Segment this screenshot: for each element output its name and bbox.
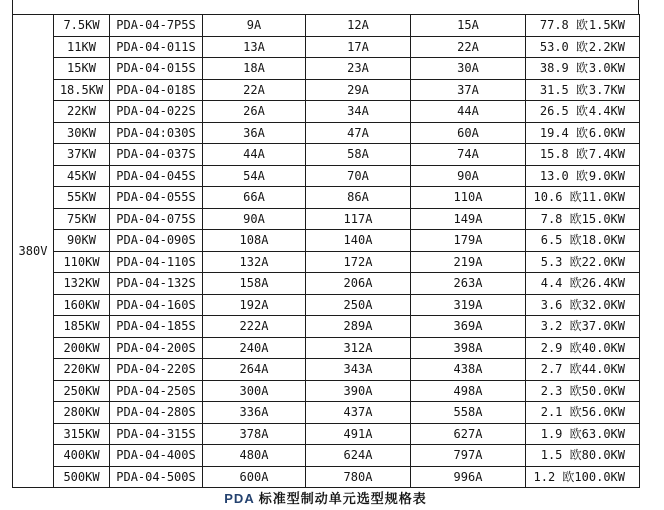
resistance-power-pair bbox=[526, 62, 639, 74]
motor-power-cell: 400KW bbox=[54, 445, 110, 467]
resistance-power-pair bbox=[526, 277, 639, 289]
resistance-power-pair bbox=[526, 320, 639, 332]
table-row bbox=[13, 187, 640, 209]
resistance-power-pair bbox=[526, 256, 639, 268]
motor-power-cell: 22KW bbox=[54, 101, 110, 123]
resistance-power-cell bbox=[526, 165, 640, 187]
resistance-power-cell bbox=[526, 36, 640, 58]
resistance-power-pair bbox=[526, 363, 639, 375]
current1-cell: 90A bbox=[203, 208, 306, 230]
resistance-power-pair bbox=[526, 84, 639, 96]
resistance-value: 3.2 欧 bbox=[540, 319, 582, 334]
table-row bbox=[13, 359, 640, 381]
current1-cell: 132A bbox=[203, 251, 306, 273]
current3-cell: 369A bbox=[411, 316, 526, 338]
resistance-power-cell bbox=[526, 15, 640, 37]
model-cell: PDA-04-018S bbox=[110, 79, 203, 101]
current1-cell: 192A bbox=[203, 294, 306, 316]
current1-cell: 9A bbox=[203, 15, 306, 37]
model-cell: PDA-04-160S bbox=[110, 294, 203, 316]
current3-cell: 149A bbox=[411, 208, 526, 230]
current1-cell: 222A bbox=[203, 316, 306, 338]
resistance-value: 5.3 欧 bbox=[540, 254, 582, 269]
resistance-power-cell bbox=[526, 58, 640, 80]
current1-cell: 26A bbox=[203, 101, 306, 123]
brake-power-value: 11.0KW bbox=[581, 190, 625, 205]
current2-cell: 58A bbox=[306, 144, 411, 166]
brake-power-value: 100.0KW bbox=[574, 469, 625, 484]
current1-cell: 378A bbox=[203, 423, 306, 445]
current1-cell: 336A bbox=[203, 402, 306, 424]
resistance-power-cell bbox=[526, 466, 640, 488]
brake-power-value: 15.0KW bbox=[581, 211, 625, 226]
current2-cell: 70A bbox=[306, 165, 411, 187]
model-cell: PDA-04-500S bbox=[110, 466, 203, 488]
resistance-power-pair bbox=[526, 299, 639, 311]
model-cell: PDA-04-400S bbox=[110, 445, 203, 467]
current1-cell: 600A bbox=[203, 466, 306, 488]
table-row bbox=[13, 79, 640, 101]
current3-cell: 90A bbox=[411, 165, 526, 187]
table-row bbox=[13, 251, 640, 273]
brake-power-value: 26.4KW bbox=[581, 276, 625, 291]
current3-cell: 110A bbox=[411, 187, 526, 209]
current2-cell: 47A bbox=[306, 122, 411, 144]
model-cell: PDA-04-110S bbox=[110, 251, 203, 273]
current1-cell: 13A bbox=[203, 36, 306, 58]
model-cell: PDA-04-075S bbox=[110, 208, 203, 230]
table-row bbox=[13, 122, 640, 144]
resistance-power-cell bbox=[526, 208, 640, 230]
current2-cell: 206A bbox=[306, 273, 411, 295]
current1-cell: 108A bbox=[203, 230, 306, 252]
current1-cell: 264A bbox=[203, 359, 306, 381]
table-row bbox=[13, 337, 640, 359]
current1-cell: 480A bbox=[203, 445, 306, 467]
current2-cell: 12A bbox=[306, 15, 411, 37]
brake-power-value: 3.0KW bbox=[588, 61, 625, 76]
current2-cell: 437A bbox=[306, 402, 411, 424]
resistance-power-pair bbox=[526, 213, 639, 225]
current3-cell: 398A bbox=[411, 337, 526, 359]
current3-cell: 74A bbox=[411, 144, 526, 166]
model-cell: PDA-04-015S bbox=[110, 58, 203, 80]
current3-cell: 44A bbox=[411, 101, 526, 123]
current2-cell: 23A bbox=[306, 58, 411, 80]
model-cell: PDA-04-037S bbox=[110, 144, 203, 166]
current1-cell: 300A bbox=[203, 380, 306, 402]
brake-power-value: 44.0KW bbox=[581, 362, 625, 377]
resistance-power-cell bbox=[526, 230, 640, 252]
current1-cell: 54A bbox=[203, 165, 306, 187]
brake-power-value: 6.0KW bbox=[588, 125, 625, 140]
resistance-value: 3.6 欧 bbox=[540, 297, 582, 312]
current3-cell: 263A bbox=[411, 273, 526, 295]
motor-power-cell: 90KW bbox=[54, 230, 110, 252]
resistance-power-pair bbox=[526, 406, 639, 418]
resistance-power-cell bbox=[526, 402, 640, 424]
current2-cell: 312A bbox=[306, 337, 411, 359]
resistance-value: 15.8 欧 bbox=[539, 147, 588, 162]
table-row bbox=[13, 230, 640, 252]
resistance-value: 26.5 欧 bbox=[539, 104, 588, 119]
resistance-value: 77.8 欧 bbox=[539, 18, 588, 33]
current1-cell: 240A bbox=[203, 337, 306, 359]
motor-power-cell: 37KW bbox=[54, 144, 110, 166]
current2-cell: 34A bbox=[306, 101, 411, 123]
current2-cell: 343A bbox=[306, 359, 411, 381]
resistance-power-pair bbox=[526, 234, 639, 246]
resistance-power-pair bbox=[526, 471, 639, 483]
table-row bbox=[13, 402, 640, 424]
resistance-value: 13.0 欧 bbox=[539, 168, 588, 183]
model-cell: PDA-04-011S bbox=[110, 36, 203, 58]
resistance-value: 6.5 欧 bbox=[540, 233, 582, 248]
model-cell: PDA-04-7P5S bbox=[110, 15, 203, 37]
resistance-value: 2.9 欧 bbox=[540, 340, 582, 355]
resistance-power-cell bbox=[526, 380, 640, 402]
resistance-value: 2.7 欧 bbox=[540, 362, 582, 377]
motor-power-cell: 11KW bbox=[54, 36, 110, 58]
current3-cell: 22A bbox=[411, 36, 526, 58]
current2-cell: 117A bbox=[306, 208, 411, 230]
current3-cell: 558A bbox=[411, 402, 526, 424]
motor-power-cell: 250KW bbox=[54, 380, 110, 402]
motor-power-cell: 18.5KW bbox=[54, 79, 110, 101]
current3-cell: 15A bbox=[411, 15, 526, 37]
current2-cell: 140A bbox=[306, 230, 411, 252]
brake-power-value: 3.7KW bbox=[588, 82, 625, 97]
brake-power-value: 50.0KW bbox=[581, 383, 625, 398]
resistance-power-pair bbox=[526, 148, 639, 160]
motor-power-cell: 132KW bbox=[54, 273, 110, 295]
model-cell: PDA-04-280S bbox=[110, 402, 203, 424]
current3-cell: 60A bbox=[411, 122, 526, 144]
resistance-power-pair bbox=[526, 170, 639, 182]
brake-power-value: 9.0KW bbox=[588, 168, 625, 183]
current3-cell: 438A bbox=[411, 359, 526, 381]
brake-power-value: 56.0KW bbox=[581, 405, 625, 420]
table-row bbox=[13, 144, 640, 166]
motor-power-cell: 55KW bbox=[54, 187, 110, 209]
table-row bbox=[13, 15, 640, 37]
current3-cell: 797A bbox=[411, 445, 526, 467]
resistance-power-pair bbox=[526, 105, 639, 117]
resistance-power-cell bbox=[526, 144, 640, 166]
current1-cell: 36A bbox=[203, 122, 306, 144]
brake-power-value: 80.0KW bbox=[581, 448, 625, 463]
table-row bbox=[13, 294, 640, 316]
current2-cell: 491A bbox=[306, 423, 411, 445]
resistance-power-cell bbox=[526, 359, 640, 381]
resistance-power-cell bbox=[526, 273, 640, 295]
brake-power-value: 22.0KW bbox=[581, 254, 625, 269]
current3-cell: 627A bbox=[411, 423, 526, 445]
resistance-power-pair bbox=[526, 19, 639, 31]
current3-cell: 996A bbox=[411, 466, 526, 488]
current3-cell: 179A bbox=[411, 230, 526, 252]
current2-cell: 390A bbox=[306, 380, 411, 402]
model-cell: PDA-04-200S bbox=[110, 337, 203, 359]
resistance-value: 1.5 欧 bbox=[540, 448, 582, 463]
current2-cell: 624A bbox=[306, 445, 411, 467]
motor-power-cell: 75KW bbox=[54, 208, 110, 230]
table-row bbox=[13, 316, 640, 338]
motor-power-cell: 315KW bbox=[54, 423, 110, 445]
table-row bbox=[13, 58, 640, 80]
table-caption bbox=[12, 488, 639, 507]
model-cell: PDA-04-055S bbox=[110, 187, 203, 209]
current2-cell: 250A bbox=[306, 294, 411, 316]
voltage-cell: 380V bbox=[13, 15, 54, 488]
current2-cell: 172A bbox=[306, 251, 411, 273]
model-cell: PDA-04-315S bbox=[110, 423, 203, 445]
current2-cell: 86A bbox=[306, 187, 411, 209]
resistance-power-cell bbox=[526, 101, 640, 123]
motor-power-cell: 30KW bbox=[54, 122, 110, 144]
motor-power-cell: 200KW bbox=[54, 337, 110, 359]
resistance-power-pair bbox=[526, 385, 639, 397]
current1-cell: 66A bbox=[203, 187, 306, 209]
resistance-power-cell bbox=[526, 251, 640, 273]
motor-power-cell: 45KW bbox=[54, 165, 110, 187]
resistance-power-pair bbox=[526, 191, 639, 203]
resistance-power-cell bbox=[526, 423, 640, 445]
resistance-power-cell bbox=[526, 122, 640, 144]
resistance-value: 1.2 欧 bbox=[533, 469, 575, 484]
resistance-value: 1.9 欧 bbox=[540, 426, 582, 441]
table-row bbox=[13, 423, 640, 445]
table-row bbox=[13, 445, 640, 467]
current3-cell: 37A bbox=[411, 79, 526, 101]
model-cell: PDA-04-090S bbox=[110, 230, 203, 252]
resistance-power-pair bbox=[526, 41, 639, 53]
brake-power-value: 18.0KW bbox=[581, 233, 625, 248]
current2-cell: 17A bbox=[306, 36, 411, 58]
current2-cell: 289A bbox=[306, 316, 411, 338]
motor-power-cell: 185KW bbox=[54, 316, 110, 338]
table-row bbox=[13, 466, 640, 488]
motor-power-cell: 500KW bbox=[54, 466, 110, 488]
current3-cell: 498A bbox=[411, 380, 526, 402]
resistance-value: 2.3 欧 bbox=[540, 383, 582, 398]
resistance-power-cell bbox=[526, 187, 640, 209]
motor-power-cell: 15KW bbox=[54, 58, 110, 80]
resistance-power-pair bbox=[526, 342, 639, 354]
resistance-power-cell bbox=[526, 316, 640, 338]
resistance-value: 7.8 欧 bbox=[540, 211, 582, 226]
table-row bbox=[13, 208, 640, 230]
model-cell: PDA-04:030S bbox=[110, 122, 203, 144]
model-cell: PDA-04-250S bbox=[110, 380, 203, 402]
motor-power-cell: 220KW bbox=[54, 359, 110, 381]
resistance-value: 38.9 欧 bbox=[539, 61, 588, 76]
resistance-value: 4.4 欧 bbox=[540, 276, 582, 291]
current3-cell: 319A bbox=[411, 294, 526, 316]
resistance-value: 2.1 欧 bbox=[540, 405, 582, 420]
resistance-power-pair bbox=[526, 127, 639, 139]
table-row bbox=[13, 36, 640, 58]
current3-cell: 30A bbox=[411, 58, 526, 80]
current2-cell: 29A bbox=[306, 79, 411, 101]
resistance-power-cell bbox=[526, 337, 640, 359]
resistance-power-pair bbox=[526, 449, 639, 461]
resistance-power-cell bbox=[526, 79, 640, 101]
caption-text: 标准型制动单元选型规格表 bbox=[258, 491, 427, 506]
table-top-partial-cell bbox=[12, 0, 639, 14]
current3-cell: 219A bbox=[411, 251, 526, 273]
brake-power-value: 7.4KW bbox=[588, 147, 625, 162]
model-cell: PDA-04-022S bbox=[110, 101, 203, 123]
current1-cell: 22A bbox=[203, 79, 306, 101]
resistance-power-cell bbox=[526, 294, 640, 316]
brake-power-value: 37.0KW bbox=[581, 319, 625, 334]
spec-table-body bbox=[13, 15, 640, 488]
table-row bbox=[13, 380, 640, 402]
brake-power-value: 4.4KW bbox=[588, 104, 625, 119]
resistance-power-cell bbox=[526, 445, 640, 467]
model-cell: PDA-04-132S bbox=[110, 273, 203, 295]
current1-cell: 44A bbox=[203, 144, 306, 166]
brake-power-value: 63.0KW bbox=[581, 426, 625, 441]
current1-cell: 18A bbox=[203, 58, 306, 80]
table-row bbox=[13, 273, 640, 295]
motor-power-cell: 7.5KW bbox=[54, 15, 110, 37]
brake-power-value: 1.5KW bbox=[588, 18, 625, 33]
model-cell: PDA-04-220S bbox=[110, 359, 203, 381]
motor-power-cell: 280KW bbox=[54, 402, 110, 424]
table-row bbox=[13, 101, 640, 123]
brake-unit-spec-table bbox=[12, 14, 640, 488]
motor-power-cell: 160KW bbox=[54, 294, 110, 316]
brake-power-value: 40.0KW bbox=[581, 340, 625, 355]
resistance-value: 19.4 欧 bbox=[539, 125, 588, 140]
brake-power-value: 32.0KW bbox=[581, 297, 625, 312]
resistance-power-pair bbox=[526, 428, 639, 440]
motor-power-cell: 110KW bbox=[54, 251, 110, 273]
resistance-value: 31.5 欧 bbox=[539, 82, 588, 97]
current1-cell: 158A bbox=[203, 273, 306, 295]
model-cell: PDA-04-185S bbox=[110, 316, 203, 338]
resistance-value: 53.0 欧 bbox=[539, 39, 588, 54]
caption-brand: PDA bbox=[224, 491, 255, 506]
table-row bbox=[13, 165, 640, 187]
model-cell: PDA-04-045S bbox=[110, 165, 203, 187]
current2-cell: 780A bbox=[306, 466, 411, 488]
brake-power-value: 2.2KW bbox=[588, 39, 625, 54]
resistance-value: 10.6 欧 bbox=[533, 190, 582, 205]
